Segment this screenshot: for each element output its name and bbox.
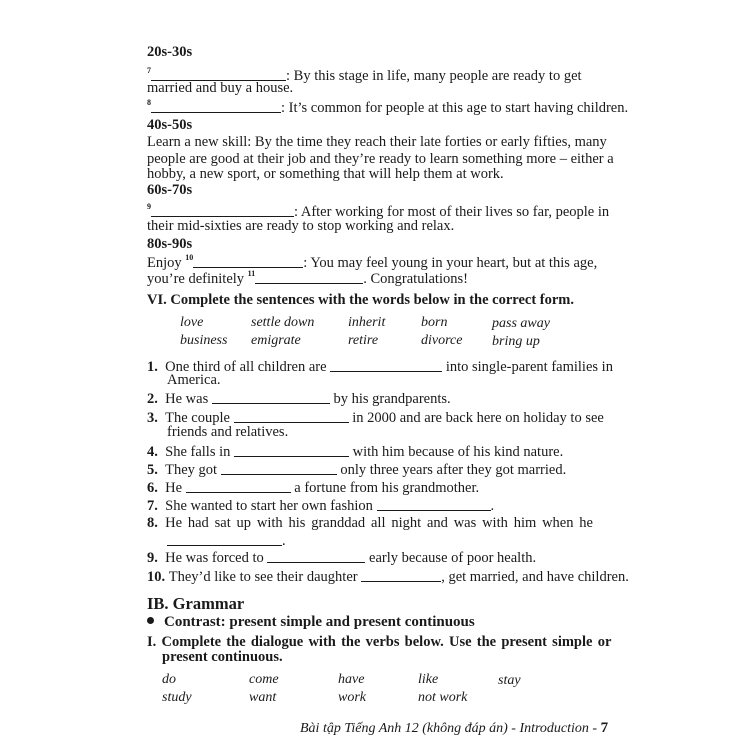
question-prefix: Enjoy	[147, 255, 182, 271]
item-number: 1.	[147, 359, 158, 375]
item-text: .	[490, 498, 495, 514]
question-prefix: you’re definitely	[147, 271, 245, 287]
question-number: 9	[147, 202, 151, 211]
exercise-vi-heading: VI. Complete the sentences with the words below in the correct form.	[147, 292, 574, 308]
section-heading-60s-70s: 60s-70s	[147, 182, 193, 198]
page-footer	[300, 720, 608, 737]
item-text: into single-parent families in	[445, 359, 613, 375]
word-bank-item: come	[249, 672, 279, 687]
footer-text: Bài tập Tiếng Anh 12 (không đáp án) - Introduction -	[300, 721, 601, 736]
paragraph-line: hobby, a new sport, or something that will help them at work.	[147, 166, 504, 182]
answer-blank[interactable]	[234, 408, 349, 423]
word-bank-item: bring up	[492, 334, 540, 349]
word-bank-item: want	[249, 690, 277, 705]
item-text: , get married, and have children.	[441, 569, 629, 585]
exercise-item	[147, 442, 563, 461]
question-text: : You may feel young in your heart, but at this age,	[303, 255, 598, 271]
question-8	[147, 98, 628, 117]
question-number: 8	[147, 98, 151, 107]
item-number: 6.	[147, 480, 158, 496]
question-number: 10	[185, 253, 194, 262]
item-text: One third of all children are	[165, 359, 327, 375]
paragraph-line: people are good at their job and they’re ready to learn something more – either a	[147, 151, 614, 167]
answer-blank[interactable]	[151, 202, 294, 217]
item-continued: America.	[167, 372, 221, 388]
answer-blank[interactable]	[330, 357, 442, 372]
exercise-i-heading: I. Complete the dialogue with the verbs below. Use the present simple or	[147, 634, 612, 650]
item-number: 9.	[147, 550, 158, 566]
item-number: 5.	[147, 462, 158, 478]
word-bank-item: not work	[418, 690, 468, 705]
answer-blank[interactable]	[234, 442, 349, 457]
word-bank-item: stay	[498, 673, 521, 688]
question-number: 7	[147, 66, 151, 75]
exercise-item	[147, 548, 536, 567]
grammar-subheading	[147, 614, 475, 631]
word-bank-item: love	[180, 315, 204, 330]
answer-blank[interactable]	[151, 98, 281, 113]
answer-blank[interactable]	[151, 66, 286, 81]
answer-blank[interactable]	[193, 253, 303, 268]
item-text: They got	[165, 462, 218, 478]
section-heading-20s-30s: 20s-30s	[147, 44, 193, 60]
item-number: 3.	[147, 410, 158, 426]
item-number: 8.	[147, 515, 158, 531]
word-bank-item: settle down	[251, 315, 315, 330]
page-number: 7	[600, 720, 609, 736]
item-text: in 2000 and are back here on holiday to see	[352, 410, 604, 426]
subheading-text: Contrast: present simple and present continuous	[164, 614, 475, 630]
word-bank-item: have	[338, 672, 365, 687]
item-text: He	[165, 480, 183, 496]
item-text: a fortune from his grandmother.	[294, 480, 480, 496]
item-text: by his grandparents.	[333, 391, 451, 407]
word-bank-item: divorce	[421, 333, 463, 348]
answer-blank[interactable]	[361, 567, 441, 582]
item-text: only three years after they got married.	[340, 462, 567, 478]
word-bank-item: like	[418, 672, 439, 687]
item-text: She falls in	[165, 444, 231, 460]
item-text: He was forced to	[165, 550, 264, 566]
word-bank-item: inherit	[348, 315, 386, 330]
exercise-item	[147, 515, 593, 532]
answer-blank[interactable]	[267, 548, 365, 563]
item-text: He was	[165, 391, 209, 407]
answer-blank[interactable]	[255, 269, 363, 284]
question-7-continued: married and buy a house.	[147, 80, 294, 96]
item-text: with him because of his kind nature.	[352, 444, 564, 460]
question-text: : It’s common for people at this age to start having children.	[281, 100, 629, 116]
item-text: He had sat up with his granddad all night and was with him when he	[165, 515, 593, 531]
exercise-i-heading-continued: present continuous.	[162, 649, 283, 665]
word-bank-item: retire	[348, 333, 379, 348]
exercise-item	[147, 478, 479, 497]
item-text: .	[282, 533, 286, 549]
question-11	[147, 269, 468, 288]
section-heading-40s-50s: 40s-50s	[147, 117, 193, 133]
question-9-continued: their mid-sixties are ready to stop working and relax.	[147, 218, 455, 234]
item-number: 2.	[147, 391, 158, 407]
word-bank-item: born	[421, 315, 448, 330]
item-text: They’d like to see their daughter	[168, 569, 358, 585]
item-continued: friends and relatives.	[167, 424, 289, 440]
answer-blank[interactable]	[212, 389, 330, 404]
question-text: : After working for most of their lives so far, people in	[294, 204, 610, 220]
exercise-item	[147, 567, 629, 586]
item-number: 4.	[147, 444, 158, 460]
exercise-item	[147, 496, 494, 515]
question-text: . Congratulations!	[363, 271, 468, 287]
word-bank-item: work	[338, 690, 366, 705]
item-text: She wanted to start her own fashion	[165, 498, 373, 514]
item-text: The couple	[165, 410, 230, 426]
grammar-heading: IB. Grammar	[147, 594, 245, 613]
answer-blank[interactable]	[377, 496, 491, 511]
word-bank-item: pass away	[492, 316, 550, 331]
section-heading-80s-90s: 80s-90s	[147, 236, 193, 252]
word-bank-item: do	[162, 672, 176, 687]
exercise-item	[147, 389, 451, 408]
answer-blank[interactable]	[186, 478, 291, 493]
word-bank-item: study	[162, 690, 192, 705]
answer-blank[interactable]	[167, 531, 282, 546]
item-text: early because of poor health.	[369, 550, 537, 566]
paragraph-line: Learn a new skill: By the time they reach their late forties or early fifties, many	[147, 134, 607, 150]
word-bank-item: business	[180, 333, 228, 348]
item-number: 10.	[147, 569, 166, 585]
word-bank-item: emigrate	[251, 333, 301, 348]
question-number: 11	[247, 269, 256, 278]
item-number: 7.	[147, 498, 158, 514]
bullet-icon	[147, 617, 154, 624]
answer-blank[interactable]	[221, 460, 337, 475]
exercise-item	[147, 460, 566, 479]
question-text: : By this stage in life, many people are ready to get	[286, 68, 582, 84]
